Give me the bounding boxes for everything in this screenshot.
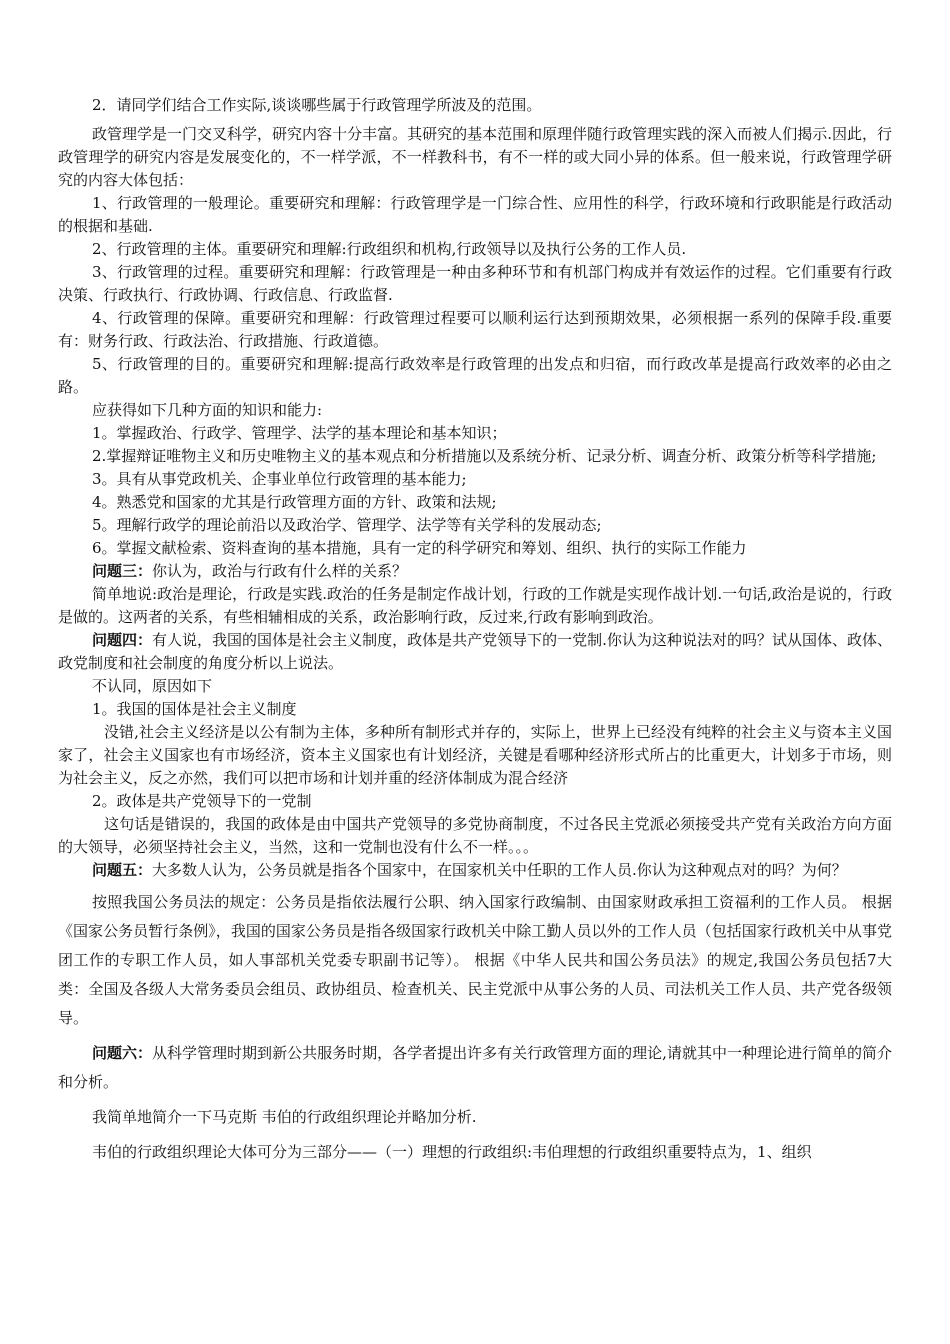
paragraph-item-4: 4、行政管理的保障。重要研究和理解：行政管理过程要可以顺利运行达到预期效果，必须根据一系列的保障手段.重要有：财务行政、行政法治、行政措施、行政道德。 — [58, 309, 892, 350]
answer-6-intro: 我简单地简介一下马克斯 韦伯的行政组织理论并略加分析. — [92, 1108, 477, 1126]
paragraph-abilities-intro: 应获得如下几种方面的知识和能力: — [92, 401, 323, 419]
question-4 — [58, 629, 892, 675]
paragraph-ability-1: 1。掌握政治、行政学、管理学、法学的基本理论和基本知识； — [92, 424, 507, 442]
paragraph-ability-3: 3。具有从事党政机关、企事业单位行政管理的基本能力; — [92, 470, 467, 488]
paragraph-item-1: 1、行政管理的一般理论。重要研究和理解：行政管理学是一门综合性、应用性的科学，行政环境和行政职能是行政活动的根据和基础. — [58, 194, 892, 235]
answer-6-detail: 韦伯的行政组织理论大体可分为三部分——（一）理想的行政组织:韦伯理想的行政组织重要特点为，1、组织 — [92, 1143, 812, 1161]
question-3 — [58, 560, 892, 583]
paragraph-ability-5: 5。理解行政学的理论前沿以及政治学、管理学、法学等有关学科的发展动态; — [92, 516, 602, 534]
paragraph-intro: 政管理学是一门交叉科学，研究内容十分丰富。其研究的基本范围和原理伴随行政管理实践的深入而被人们揭示.因此，行政管理学的研究内容是发展变化的，不一样学派，不一样教科书，有不一样的或大同小异的体系。但一般来说，行政管理学研究的内容大体包括： — [58, 125, 892, 189]
paragraph-item-5: 5、行政管理的目的。重要研究和理解:提高行政效率是行政管理的出发点和归宿，而行政改革是提高行政效率的必由之路。 — [58, 355, 892, 396]
answer-4-point-1-detail: 没错,社会主义经济是以公有制为主体，多种所有制形式并存的，实际上，世界上已经没有纯粹的社会主义与资本主义国家了，社会主义国家也有市场经济，资本主义国家也有计划经济，关键是看哪种经济形式所占的比重更大，计划多于市场，则为社会主义，反之亦然，我们可以把市场和计划并重的经济体制成为混合经济 — [58, 723, 892, 787]
answer-5: 按照我国公务员法的规定：公务员是指依法履行公职、纳入国家行政编制、由国家财政承担工资福利的工作人员。 根据《国家公务员暂行条例》，我国的国家公务员是指各级国家行政机关中除工勤人员以外的工作人员（包括国家行政机关中从事党团工作的专职工作人员，如人事部机关党委专职副书记等）。 根据《中华人民共和国公务员法》的规定,我国公务员包括7大类：全国及各级人大常务委员会组员、政协组员、检查机关、民主党派中从事公务的人员、司法机关工作人员、共产党各级领导。 — [58, 893, 892, 1027]
answer-4-point-2: 2。政体是共产党领导下的一党制 — [92, 792, 312, 810]
answer-4-point-1: 1。我国的国体是社会主义制度 — [92, 700, 297, 718]
paragraph-ability-4: 4。熟悉党和国家的尤其是行政管理方面的方针、政策和法规; — [92, 493, 497, 511]
paragraph-item-2: 2、行政管理的主体。重要研究和理解:行政组织和机构,行政领导以及执行公务的工作人员. — [92, 240, 687, 258]
question-5-text: 大多数人认为，公务员就是指各个国家中，在国家机关中任职的工作人员.你认为这种观点对的吗？为何？ — [152, 861, 847, 879]
question-6 — [58, 1039, 892, 1097]
paragraph-ability-6: 6。掌握文献检索、资料查询的基本措施，具有一定的科学研究和筹划、组织、执行的实际工作能力 — [92, 539, 747, 557]
question-2-heading: 2．请同学们结合工作实际,谈谈哪些属于行政管理学所波及的范围。 — [92, 96, 542, 114]
answer-3: 简单地说:政治是理论，行政是实践.政治的任务是制定作战计划，行政的工作就是实现作战计划.一句话,政治是说的，行政是做的。这两者的关系，有些相辅相成的关系，政治影响行政，反过来,行政有影响到政治。 — [58, 585, 892, 626]
paragraph-ability-2: 2.掌握辩证唯物主义和历史唯物主义的基本观点和分析措施以及系统分析、记录分析、调查分析、政策分析等科学措施; — [92, 447, 877, 465]
question-3-label: 问题三： — [92, 562, 153, 580]
question-4-label: 问题四： — [92, 631, 153, 649]
answer-4-point-2-detail: 这句话是错误的，我国的政体是由中国共产党领导的多党协商制度，不过各民主党派必须接受共产党有关政治方向方面的大领导，必须坚持社会主义，当然，这和一党制也没有什么不一样。。。 — [58, 815, 892, 856]
question-6-text: 从科学管理时期到新公共服务时期，各学者提出许多有关行政管理方面的理论,请就其中一种理论进行简单的简介和分析。 — [58, 1044, 892, 1091]
paragraph-item-3: 3、行政管理的过程。重要研究和理解：行政管理是一种由多种环节和有机部门构成并有效运作的过程。它们重要有行政决策、行政执行、行政协调、行政信息、行政监督. — [58, 263, 892, 304]
question-5 — [58, 859, 892, 882]
answer-4-intro: 不认同，原因如下 — [92, 677, 213, 695]
question-5-label: 问题五： — [92, 861, 153, 879]
question-3-text: 你认为，政治与行政有什么样的关系？ — [152, 562, 408, 580]
question-4-text: 有人说，我国的国体是社会主义制度，政体是共产党领导下的一党制.你认为这种说法对的吗？试从国体、政体、政党制度和社会制度的角度分析以上说法。 — [58, 631, 892, 672]
question-6-label: 问题六： — [92, 1044, 153, 1062]
